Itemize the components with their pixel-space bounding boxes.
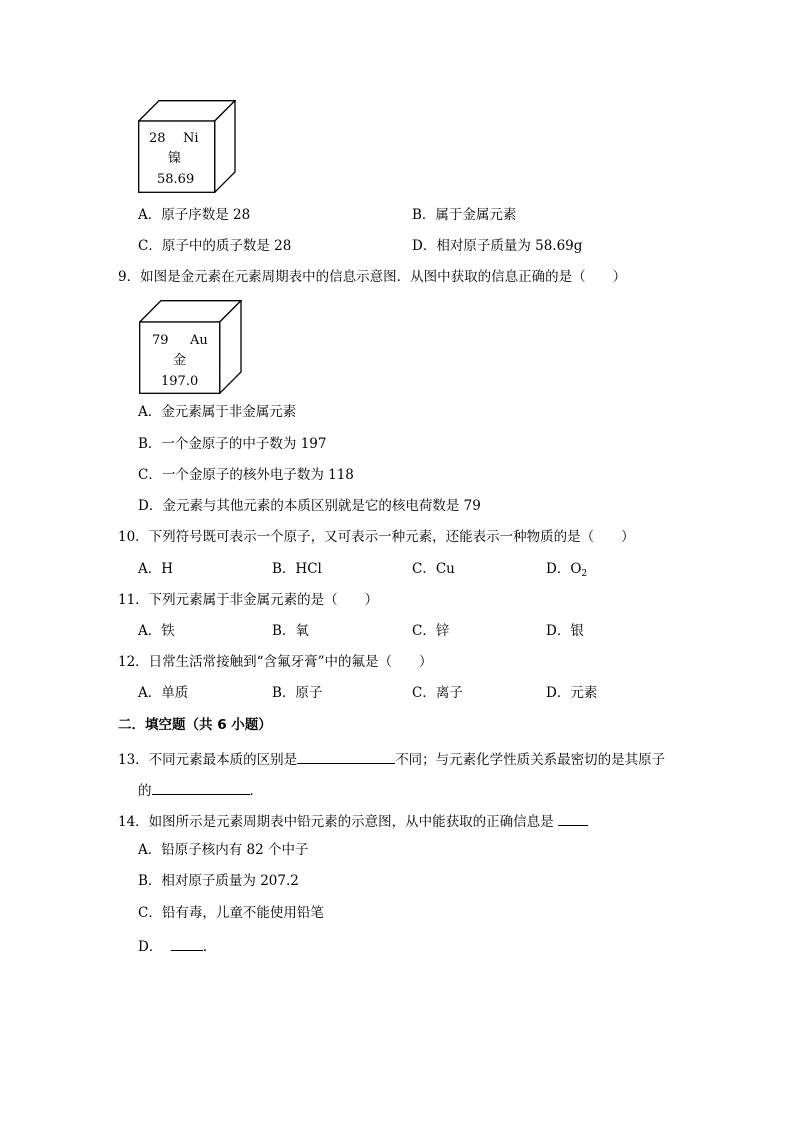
- q10-option-d: [546, 563, 587, 577]
- q10-option-c: C．Cu: [412, 561, 455, 577]
- q10-option-b: B．HCl: [272, 561, 322, 577]
- atomic-mass: 197.0: [161, 374, 199, 389]
- q9-option-c: C．一个金原子的核外电子数为 118: [138, 467, 354, 483]
- q14-option-d-end: ．: [202, 939, 217, 955]
- q14-stem-text: 14．如图所示是元素周期表中铅元素的示意图，从中能获取的正确信息是: [118, 814, 554, 830]
- q13-text-4: ．: [249, 783, 263, 799]
- q11-option-b: B．氧: [272, 623, 309, 639]
- q14-option-b: B．相对原子质量为 207.2: [138, 873, 299, 889]
- answer-blank-4[interactable]: [171, 938, 203, 951]
- q12-option-c: C．离子: [412, 685, 463, 701]
- q8-option-b: B．属于金属元素: [412, 207, 517, 223]
- answer-blank-3[interactable]: [558, 813, 588, 826]
- q13-line1: [118, 751, 665, 768]
- q11-option-d: D．银: [546, 623, 584, 639]
- q9-option-b: B．一个金原子的中子数为 197: [138, 436, 327, 452]
- q12-stem: 12．日常生活常接触到“含氟牙膏”中的氟是（ ）: [118, 654, 433, 670]
- answer-blank-1[interactable]: [297, 751, 395, 764]
- q12-option-d: D．元素: [546, 685, 598, 701]
- q11-option-c: C．锌: [412, 623, 450, 639]
- nickel-element-card: [138, 100, 236, 193]
- element-name: 镍: [168, 151, 182, 166]
- q9-option-a: A．金元素属于非金属元素: [138, 404, 297, 420]
- q8-option-c: C．原子中的质子数是 28: [138, 238, 292, 254]
- q10-stem: 10．下列符号既可表示一个原子，又可表示一种元素，还能表示一种物质的是（ ）: [118, 529, 635, 545]
- q13-text-2: 不同；与元素化学性质关系最密切的是其原子: [395, 752, 666, 768]
- element-name: 金: [173, 353, 187, 368]
- section-heading: 二．填空题（共 6 小题）: [118, 717, 272, 733]
- q14-option-d-label: D．: [138, 939, 163, 955]
- answer-blank-2[interactable]: [152, 782, 250, 795]
- q13-line2: [138, 782, 263, 799]
- q11-option-a: A．铁: [138, 623, 175, 639]
- q14-option-d: [138, 938, 216, 955]
- atomic-number: 28: [149, 131, 166, 146]
- gold-element-card: [139, 300, 242, 394]
- q8-option-d: D．相对原子质量为 58.69g: [412, 238, 583, 254]
- q12-option-b: B．原子: [272, 685, 323, 701]
- q10-option-a: A．H: [138, 561, 174, 577]
- q9-stem: 9．如图是金元素在元素周期表中的信息示意图．从图中获取的信息正确的是（ ）: [118, 269, 627, 285]
- q14-option-a: A．铅原子核内有 82 个中子: [138, 842, 309, 858]
- q14-option-c: C．铅有毒，儿童不能使用铅笔: [138, 905, 324, 921]
- q14-stem: [118, 813, 588, 830]
- q12-option-a: A．单质: [138, 685, 189, 701]
- q13-text-1: 13．不同元素最本质的区别是: [118, 752, 298, 768]
- element-symbol: Au: [190, 333, 208, 348]
- atomic-number: 79: [152, 333, 169, 348]
- q10-option-d-text: D．O: [546, 561, 582, 577]
- atomic-mass: 58.69: [157, 172, 195, 187]
- subscript: 2: [581, 569, 588, 579]
- element-symbol: Ni: [183, 131, 199, 146]
- q9-option-d: D．金元素与其他元素的本质区别就是它的核电荷数是 79: [138, 498, 481, 514]
- q8-option-a: A．原子序数是 28: [138, 207, 251, 223]
- q13-text-3: 的: [138, 783, 152, 799]
- q11-stem: 11．下列元素属于非金属元素的是（ ）: [118, 592, 379, 608]
